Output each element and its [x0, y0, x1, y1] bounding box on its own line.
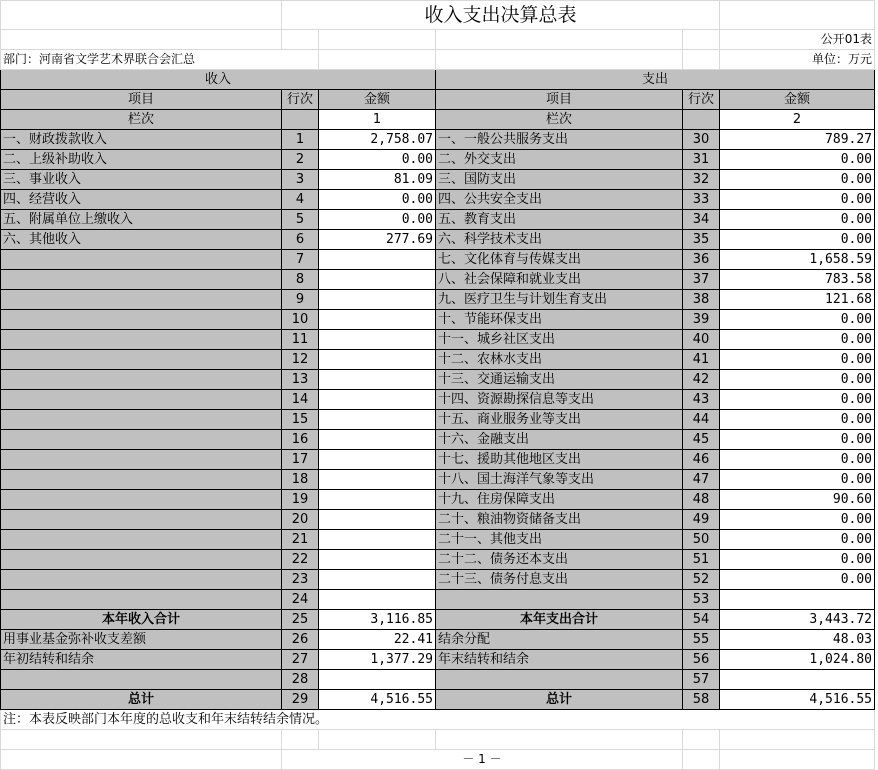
- expense-item-cell: 十七、援助其他地区支出: [436, 450, 683, 470]
- expense-item-cell: 本年支出合计: [436, 610, 683, 630]
- department-label: 部门：河南省文学艺术界联合会汇总: [1, 50, 319, 70]
- table-row: [1, 130, 875, 150]
- income-column-index-label: 栏次: [1, 110, 282, 130]
- income-item-cell: 本年收入合计: [1, 610, 282, 630]
- income-item-cell: [1, 390, 282, 410]
- income-item-cell: 四、经营收入: [1, 190, 282, 210]
- income-item-cell: 用事业基金弥补收支差额: [1, 630, 282, 650]
- expense-amount-cell: 0.00: [720, 370, 875, 390]
- income-amount-cell: 3,116.85: [319, 610, 436, 630]
- expense-amount-cell: 0.00: [720, 430, 875, 450]
- income-row-no-cell: 11: [282, 330, 319, 350]
- income-row-no-cell: 19: [282, 490, 319, 510]
- income-amount-cell: 277.69: [319, 230, 436, 250]
- page-title: 收入支出决算总表: [282, 1, 720, 30]
- income-amount-cell: 0.00: [319, 210, 436, 230]
- income-item-cell: [1, 370, 282, 390]
- expense-row-no-cell: 31: [683, 150, 720, 170]
- form-number: 公开01表: [720, 30, 875, 50]
- income-row-no-cell: 3: [282, 170, 319, 190]
- expense-column-index-label: 栏次: [436, 110, 683, 130]
- income-row-no-header: 行次: [282, 90, 319, 110]
- expense-amount-cell: 0.00: [720, 450, 875, 470]
- expense-amount-cell: 789.27: [720, 130, 875, 150]
- income-row-no-cell: 16: [282, 430, 319, 450]
- expense-row-no-cell: 34: [683, 210, 720, 230]
- expense-amount-cell: 0.00: [720, 510, 875, 530]
- expense-row-no-cell: 55: [683, 630, 720, 650]
- income-item-cell: [1, 670, 282, 690]
- expense-amount-cell: 0.00: [720, 410, 875, 430]
- income-row-no-cell: 12: [282, 350, 319, 370]
- income-item-cell: 年初结转和结余: [1, 650, 282, 670]
- income-amount-cell: 0.00: [319, 150, 436, 170]
- income-row-no-cell: 24: [282, 590, 319, 610]
- expense-item-cell: 二十一、其他支出: [436, 530, 683, 550]
- table-row: [1, 150, 875, 170]
- expense-amount-cell: 0.00: [720, 210, 875, 230]
- income-amount-cell: [319, 590, 436, 610]
- income-row-no-cell: 25: [282, 610, 319, 630]
- income-amount-cell: [319, 450, 436, 470]
- expense-row-no-cell: 37: [683, 270, 720, 290]
- page-number: － 1 －: [282, 750, 683, 770]
- expense-item-cell: 三、国防支出: [436, 170, 683, 190]
- expense-item-cell: 一、一般公共服务支出: [436, 130, 683, 150]
- income-item-cell: 总计: [1, 690, 282, 710]
- income-item-cell: [1, 310, 282, 330]
- income-row-no-cell: 2: [282, 150, 319, 170]
- income-item-cell: [1, 590, 282, 610]
- expense-row-no-cell: 39: [683, 310, 720, 330]
- income-item-cell: [1, 450, 282, 470]
- expense-item-cell: 十一、城乡社区支出: [436, 330, 683, 350]
- expense-amount-cell: 0.00: [720, 570, 875, 590]
- expense-item-cell: 八、社会保障和就业支出: [436, 270, 683, 290]
- table-row: [1, 470, 875, 490]
- expense-item-cell: 十九、住房保障支出: [436, 490, 683, 510]
- expense-row-no-cell: 38: [683, 290, 720, 310]
- income-amount-cell: [319, 530, 436, 550]
- income-amount-cell: 4,516.55: [319, 690, 436, 710]
- expense-row-no-cell: 45: [683, 430, 720, 450]
- income-row-no-cell: 17: [282, 450, 319, 470]
- income-item-cell: [1, 510, 282, 530]
- income-amount-cell: [319, 350, 436, 370]
- income-row-no-cell: 4: [282, 190, 319, 210]
- expense-row-no-cell: 51: [683, 550, 720, 570]
- expense-row-no-cell: 56: [683, 650, 720, 670]
- expense-row-no-cell: 36: [683, 250, 720, 270]
- income-amount-cell: [319, 290, 436, 310]
- expense-amount-cell: 90.60: [720, 490, 875, 510]
- expense-header: 支出: [436, 70, 875, 90]
- income-item-cell: [1, 490, 282, 510]
- expense-row-no-cell: 53: [683, 590, 720, 610]
- expense-amount-cell: 783.58: [720, 270, 875, 290]
- income-row-no-cell: 5: [282, 210, 319, 230]
- income-item-cell: [1, 410, 282, 430]
- table-row: [1, 190, 875, 210]
- income-amount-cell: 1,377.29: [319, 650, 436, 670]
- expense-row-no-cell: 32: [683, 170, 720, 190]
- table-row: [1, 310, 875, 330]
- income-amount-cell: [319, 250, 436, 270]
- income-amount-cell: [319, 310, 436, 330]
- expense-row-no-cell: 50: [683, 530, 720, 550]
- expense-item-cell: 十八、国土海洋气象等支出: [436, 470, 683, 490]
- income-item-cell: [1, 330, 282, 350]
- table-row: [1, 630, 875, 650]
- expense-amount-cell: 121.68: [720, 290, 875, 310]
- income-row-no-cell: 28: [282, 670, 319, 690]
- expense-row-no-cell: 41: [683, 350, 720, 370]
- expense-amount-cell: 1,024.80: [720, 650, 875, 670]
- income-row-no-cell: 20: [282, 510, 319, 530]
- income-item-cell: 五、附属单位上缴收入: [1, 210, 282, 230]
- income-amount-cell: 2,758.07: [319, 130, 436, 150]
- expense-amount-cell: [720, 590, 875, 610]
- table-row: [1, 410, 875, 430]
- expense-amount-cell: 0.00: [720, 170, 875, 190]
- income-row-no-cell: 21: [282, 530, 319, 550]
- table-row: [1, 510, 875, 530]
- income-amount-header: 金额: [319, 90, 436, 110]
- expense-item-cell: 十四、资源勘探信息等支出: [436, 390, 683, 410]
- expense-amount-cell: [720, 670, 875, 690]
- unit-label: 单位：万元: [720, 50, 875, 70]
- expense-amount-cell: 0.00: [720, 350, 875, 370]
- income-amount-cell: [319, 670, 436, 690]
- expense-item-cell: 五、教育支出: [436, 210, 683, 230]
- expense-item-cell: 十三、交通运输支出: [436, 370, 683, 390]
- income-column-index: 1: [319, 110, 436, 130]
- income-item-cell: 六、其他收入: [1, 230, 282, 250]
- income-item-cell: [1, 530, 282, 550]
- income-row-no-cell: 6: [282, 230, 319, 250]
- income-amount-cell: [319, 270, 436, 290]
- table-note: 注：本表反映部门本年度的总收支和年末结转结余情况。: [1, 710, 875, 730]
- expense-row-no-cell: 43: [683, 390, 720, 410]
- expense-amount-cell: 0.00: [720, 230, 875, 250]
- expense-row-no-cell: 42: [683, 370, 720, 390]
- income-item-cell: 一、财政拨款收入: [1, 130, 282, 150]
- income-row-no-cell: 10: [282, 310, 319, 330]
- expense-amount-cell: 48.03: [720, 630, 875, 650]
- expense-amount-cell: 0.00: [720, 190, 875, 210]
- expense-amount-cell: 0.00: [720, 330, 875, 350]
- table-row: [1, 290, 875, 310]
- table-row: [1, 350, 875, 370]
- expense-item-cell: [436, 670, 683, 690]
- income-row-no-cell: 8: [282, 270, 319, 290]
- table-row: [1, 450, 875, 470]
- expense-row-no-cell: 30: [683, 130, 720, 150]
- expense-row-no-cell: 57: [683, 670, 720, 690]
- expense-column-index: 2: [720, 110, 875, 130]
- expense-row-no-cell: 48: [683, 490, 720, 510]
- income-row-no-cell: 29: [282, 690, 319, 710]
- expense-row-no-cell: 46: [683, 450, 720, 470]
- table-row: [1, 570, 875, 590]
- expense-item-cell: 十二、农林水支出: [436, 350, 683, 370]
- expense-item-header: 项目: [436, 90, 683, 110]
- income-row-no-cell: 13: [282, 370, 319, 390]
- income-row-no-cell: 26: [282, 630, 319, 650]
- income-item-cell: [1, 250, 282, 270]
- expense-item-cell: 结余分配: [436, 630, 683, 650]
- table-row: [1, 230, 875, 250]
- income-row-no-cell: 15: [282, 410, 319, 430]
- expense-item-cell: [436, 590, 683, 610]
- income-header: 收入: [1, 70, 436, 90]
- expense-item-cell: 六、科学技术支出: [436, 230, 683, 250]
- expense-item-cell: 二十三、债务付息支出: [436, 570, 683, 590]
- income-item-header: 项目: [1, 90, 282, 110]
- income-amount-cell: [319, 490, 436, 510]
- expense-amount-cell: 0.00: [720, 150, 875, 170]
- expense-row-no-cell: 44: [683, 410, 720, 430]
- expense-amount-cell: 1,658.59: [720, 250, 875, 270]
- income-item-cell: [1, 550, 282, 570]
- income-item-cell: [1, 570, 282, 590]
- income-row-no-cell: 9: [282, 290, 319, 310]
- expense-amount-cell: 0.00: [720, 550, 875, 570]
- expense-item-cell: 二十二、债务还本支出: [436, 550, 683, 570]
- income-row-no-cell: 27: [282, 650, 319, 670]
- expense-amount-cell: 3,443.72: [720, 610, 875, 630]
- table-row: [1, 690, 875, 710]
- table-row: [1, 430, 875, 450]
- income-amount-cell: 81.09: [319, 170, 436, 190]
- income-amount-cell: [319, 570, 436, 590]
- income-item-cell: [1, 270, 282, 290]
- table-row: [1, 210, 875, 230]
- table-row: [1, 270, 875, 290]
- table-row: [1, 330, 875, 350]
- income-row-no-cell: 22: [282, 550, 319, 570]
- income-item-cell: [1, 430, 282, 450]
- expense-item-cell: 九、医疗卫生与计划生育支出: [436, 290, 683, 310]
- table-row: [1, 650, 875, 670]
- expense-item-cell: 总计: [436, 690, 683, 710]
- expense-item-cell: 七、文化体育与传媒支出: [436, 250, 683, 270]
- expense-item-cell: 年末结转和结余: [436, 650, 683, 670]
- income-item-cell: [1, 350, 282, 370]
- income-amount-cell: [319, 470, 436, 490]
- expense-amount-cell: 0.00: [720, 390, 875, 410]
- expense-item-cell: 十六、金融支出: [436, 430, 683, 450]
- table-row: [1, 670, 875, 690]
- income-amount-cell: [319, 370, 436, 390]
- income-amount-cell: [319, 410, 436, 430]
- table-row: [1, 250, 875, 270]
- income-row-no-cell: 7: [282, 250, 319, 270]
- income-row-no-cell: 1: [282, 130, 319, 150]
- income-amount-cell: [319, 510, 436, 530]
- expense-amount-header: 金额: [720, 90, 875, 110]
- expense-amount-cell: 4,516.55: [720, 690, 875, 710]
- expense-row-no-cell: 52: [683, 570, 720, 590]
- income-amount-cell: [319, 550, 436, 570]
- expense-row-no-header: 行次: [683, 90, 720, 110]
- income-item-cell: [1, 290, 282, 310]
- expense-row-no-cell: 58: [683, 690, 720, 710]
- income-amount-cell: [319, 390, 436, 410]
- expense-row-no-cell: 33: [683, 190, 720, 210]
- income-item-cell: 二、上级补助收入: [1, 150, 282, 170]
- income-amount-cell: [319, 430, 436, 450]
- expense-item-cell: 二十、粮油物资储备支出: [436, 510, 683, 530]
- table-row: [1, 390, 875, 410]
- income-item-cell: 三、事业收入: [1, 170, 282, 190]
- income-amount-cell: 22.41: [319, 630, 436, 650]
- income-amount-cell: [319, 330, 436, 350]
- table-row: [1, 370, 875, 390]
- income-amount-cell: 0.00: [319, 190, 436, 210]
- table-row: [1, 550, 875, 570]
- expense-item-cell: 十、节能环保支出: [436, 310, 683, 330]
- table-row: [1, 170, 875, 190]
- expense-item-cell: 四、公共安全支出: [436, 190, 683, 210]
- expense-amount-cell: 0.00: [720, 470, 875, 490]
- expense-item-cell: 十五、商业服务业等支出: [436, 410, 683, 430]
- expense-amount-cell: 0.00: [720, 530, 875, 550]
- expense-row-no-cell: 49: [683, 510, 720, 530]
- income-row-no-cell: 14: [282, 390, 319, 410]
- expense-amount-cell: 0.00: [720, 310, 875, 330]
- table-row: [1, 530, 875, 550]
- expense-row-no-cell: 54: [683, 610, 720, 630]
- expense-row-no-cell: 40: [683, 330, 720, 350]
- expense-row-no-cell: 35: [683, 230, 720, 250]
- income-row-no-cell: 23: [282, 570, 319, 590]
- table-row: [1, 490, 875, 510]
- income-row-no-cell: 18: [282, 470, 319, 490]
- expense-item-cell: 二、外交支出: [436, 150, 683, 170]
- income-item-cell: [1, 470, 282, 490]
- expense-row-no-cell: 47: [683, 470, 720, 490]
- table-row: [1, 610, 875, 630]
- table-row: [1, 590, 875, 610]
